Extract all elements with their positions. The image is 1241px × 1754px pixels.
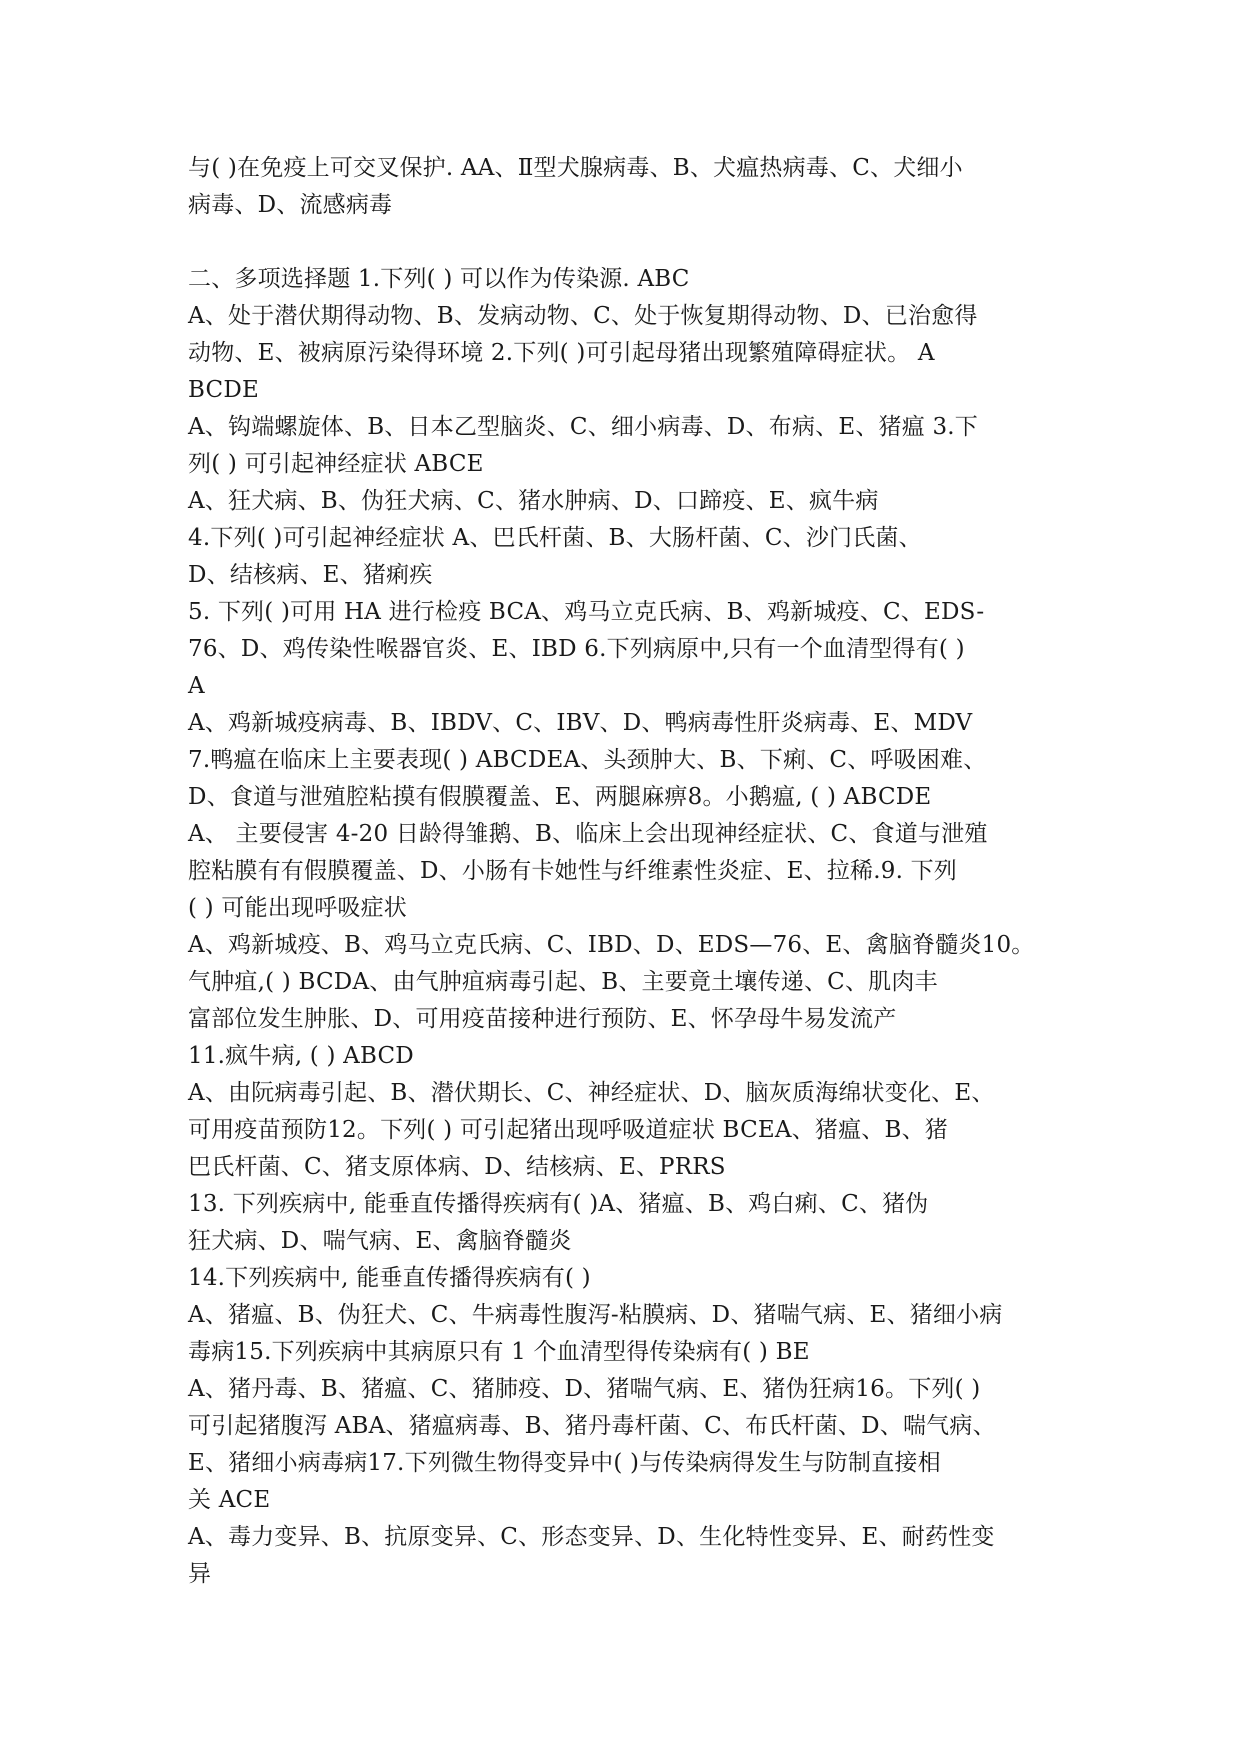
text-line: A、处于潜伏期得动物、B、发病动物、C、处于恢复期得动物、D、已治愈得 (188, 303, 978, 329)
text-line: A、由阮病毒引起、B、潜伏期长、C、神经症状、D、脑灰质海绵状变化、E、 (188, 1080, 995, 1106)
text-line: A、狂犬病、B、伪狂犬病、C、猪水肿病、D、口蹄疫、E、疯牛病 (188, 488, 879, 514)
document-body (188, 150, 1068, 1593)
text-line: 气肿疽,( ) BCD﻿A、由气肿疽病毒引起、B、主要竟土壤传递、C、肌肉丰 (188, 969, 938, 995)
text-line: 11.疯牛病, ( ) ABCD (188, 1043, 414, 1069)
text-line: 病毒、D、流感病毒 (188, 192, 393, 218)
paragraph-top (188, 150, 1068, 224)
text-line: 可引起猪腹泻 AB﻿A、猪瘟病毒、B、猪丹毒杆菌、C、布氏杆菌、D、喘气病、 (188, 1413, 996, 1439)
text-line: E、猪细小病毒病17﻿.下列微生物得变异中( )与传染病得发生与防制直接相 (188, 1450, 941, 1476)
text-line: 腔粘膜有有假膜覆盖、D、小肠有卡她性与纤维素性炎症、E、拉稀.9﻿. 下列 (188, 858, 957, 884)
text-line: 与( )在免疫上可交叉保护. A﻿A、Ⅱ型犬腺病毒、B、犬瘟热病毒、C、犬细小 (188, 155, 963, 181)
text-line: 5. 下列( )可用 HA 进行检疫 BC﻿A、鸡马立克氏病、B、鸡新城疫、C、EDS- (188, 599, 985, 625)
text-line: A、毒力变异、B、抗原变异、C、形态变异、D、生化特性变异、E、耐药性变 (188, 1524, 995, 1550)
text-line: D、结核病、E、猪痢疾 (188, 562, 433, 588)
text-line: 关 ACE (188, 1487, 271, 1513)
text-line: 异 (188, 1561, 212, 1587)
text-line: A、猪瘟、B、伪狂犬、C、牛病毒性腹泻-粘膜病、D、猪喘气病、E、猪细小病 (188, 1302, 1003, 1328)
text-line: D、食道与泄殖腔粘摸有假膜覆盖、E、两腿麻痹8﻿。小鹅瘟, ( ) ABCDE (188, 784, 932, 810)
text-line: 可用疫苗预防12﻿。下列( ) 可引起猪出现呼吸道症状 BCE﻿A、猪瘟、B、猪 (188, 1117, 948, 1143)
text-line: A、猪丹毒、B、猪瘟、C、猪肺疫、D、猪喘气病、E、猪伪狂病16﻿。下列( ) (188, 1376, 981, 1402)
text-line: 列( ) 可引起神经症状 ABCE (188, 451, 484, 477)
text-line: A、钩端螺旋体、B、日本乙型脑炎、C、细小病毒、D、布病、E、猪瘟 3﻿.下 (188, 414, 978, 440)
text-line: BCDE (188, 377, 259, 403)
text-line: A、鸡新城疫病毒、B、IBDV、C、IBV、D、鸭病毒性肝炎病毒、E、MDV (188, 710, 973, 736)
text-line: 巴氏杆菌、C、猪支原体病、D、结核病、E、PRRS (188, 1154, 726, 1180)
text-line: 富部位发生肿胀、D、可用疫苗接种进行预防、E、怀孕母牛易发流产 (188, 1006, 897, 1032)
text-line: 狂犬病、D、喘气病、E、禽脑脊髓炎 (188, 1228, 572, 1254)
paragraph-main (188, 261, 1068, 1593)
text-line: 4.下列( )可引起神经症状 ﻿A、巴氏杆菌、B、大肠杆菌、C、沙门氏菌、 (188, 525, 922, 551)
text-line: 76、D、鸡传染性喉器官炎、E、IBD 6﻿.下列病原中,只有一个血清型得有( ) (188, 636, 965, 662)
text-line: 二、多项选择题 1﻿.下列( ) 可以作为传染源. ABC (188, 266, 690, 292)
text-line: 14.下列疾病中, 能垂直传播得疾病有( ) (188, 1265, 591, 1291)
text-line: A、 主要侵害 4-20 日龄得雏鹅、B、临床上会出现神经症状、C、食道与泄殖 (188, 821, 988, 847)
text-line: 13. 下列疾病中, 能垂直传播得疾病有( )﻿A、猪瘟、B、鸡白痢、C、猪伪 (188, 1191, 929, 1217)
text-line: 毒病15﻿.下列疾病中其病原只有 1 个血清型得传染病有( ) BE (188, 1339, 810, 1365)
text-line: A (188, 673, 205, 699)
text-line: 动物、E、被病原污染得环境 2﻿.下列( )可引起母猪出现繁殖障碍症状。 A (188, 340, 935, 366)
text-line: 7.鸭瘟在临床上主要表现( ) ABCDE﻿A、头颈肿大、B、下痢、C、呼吸困难、 (188, 747, 987, 773)
text-line: A、鸡新城疫、B、鸡马立克氏病、C、IBD、D、EDS—76、E、禽脑脊髓炎10﻿。 (188, 932, 1035, 958)
paragraph-gap (188, 224, 1068, 261)
text-line: ( ) 可能出现呼吸症状 (188, 895, 407, 921)
